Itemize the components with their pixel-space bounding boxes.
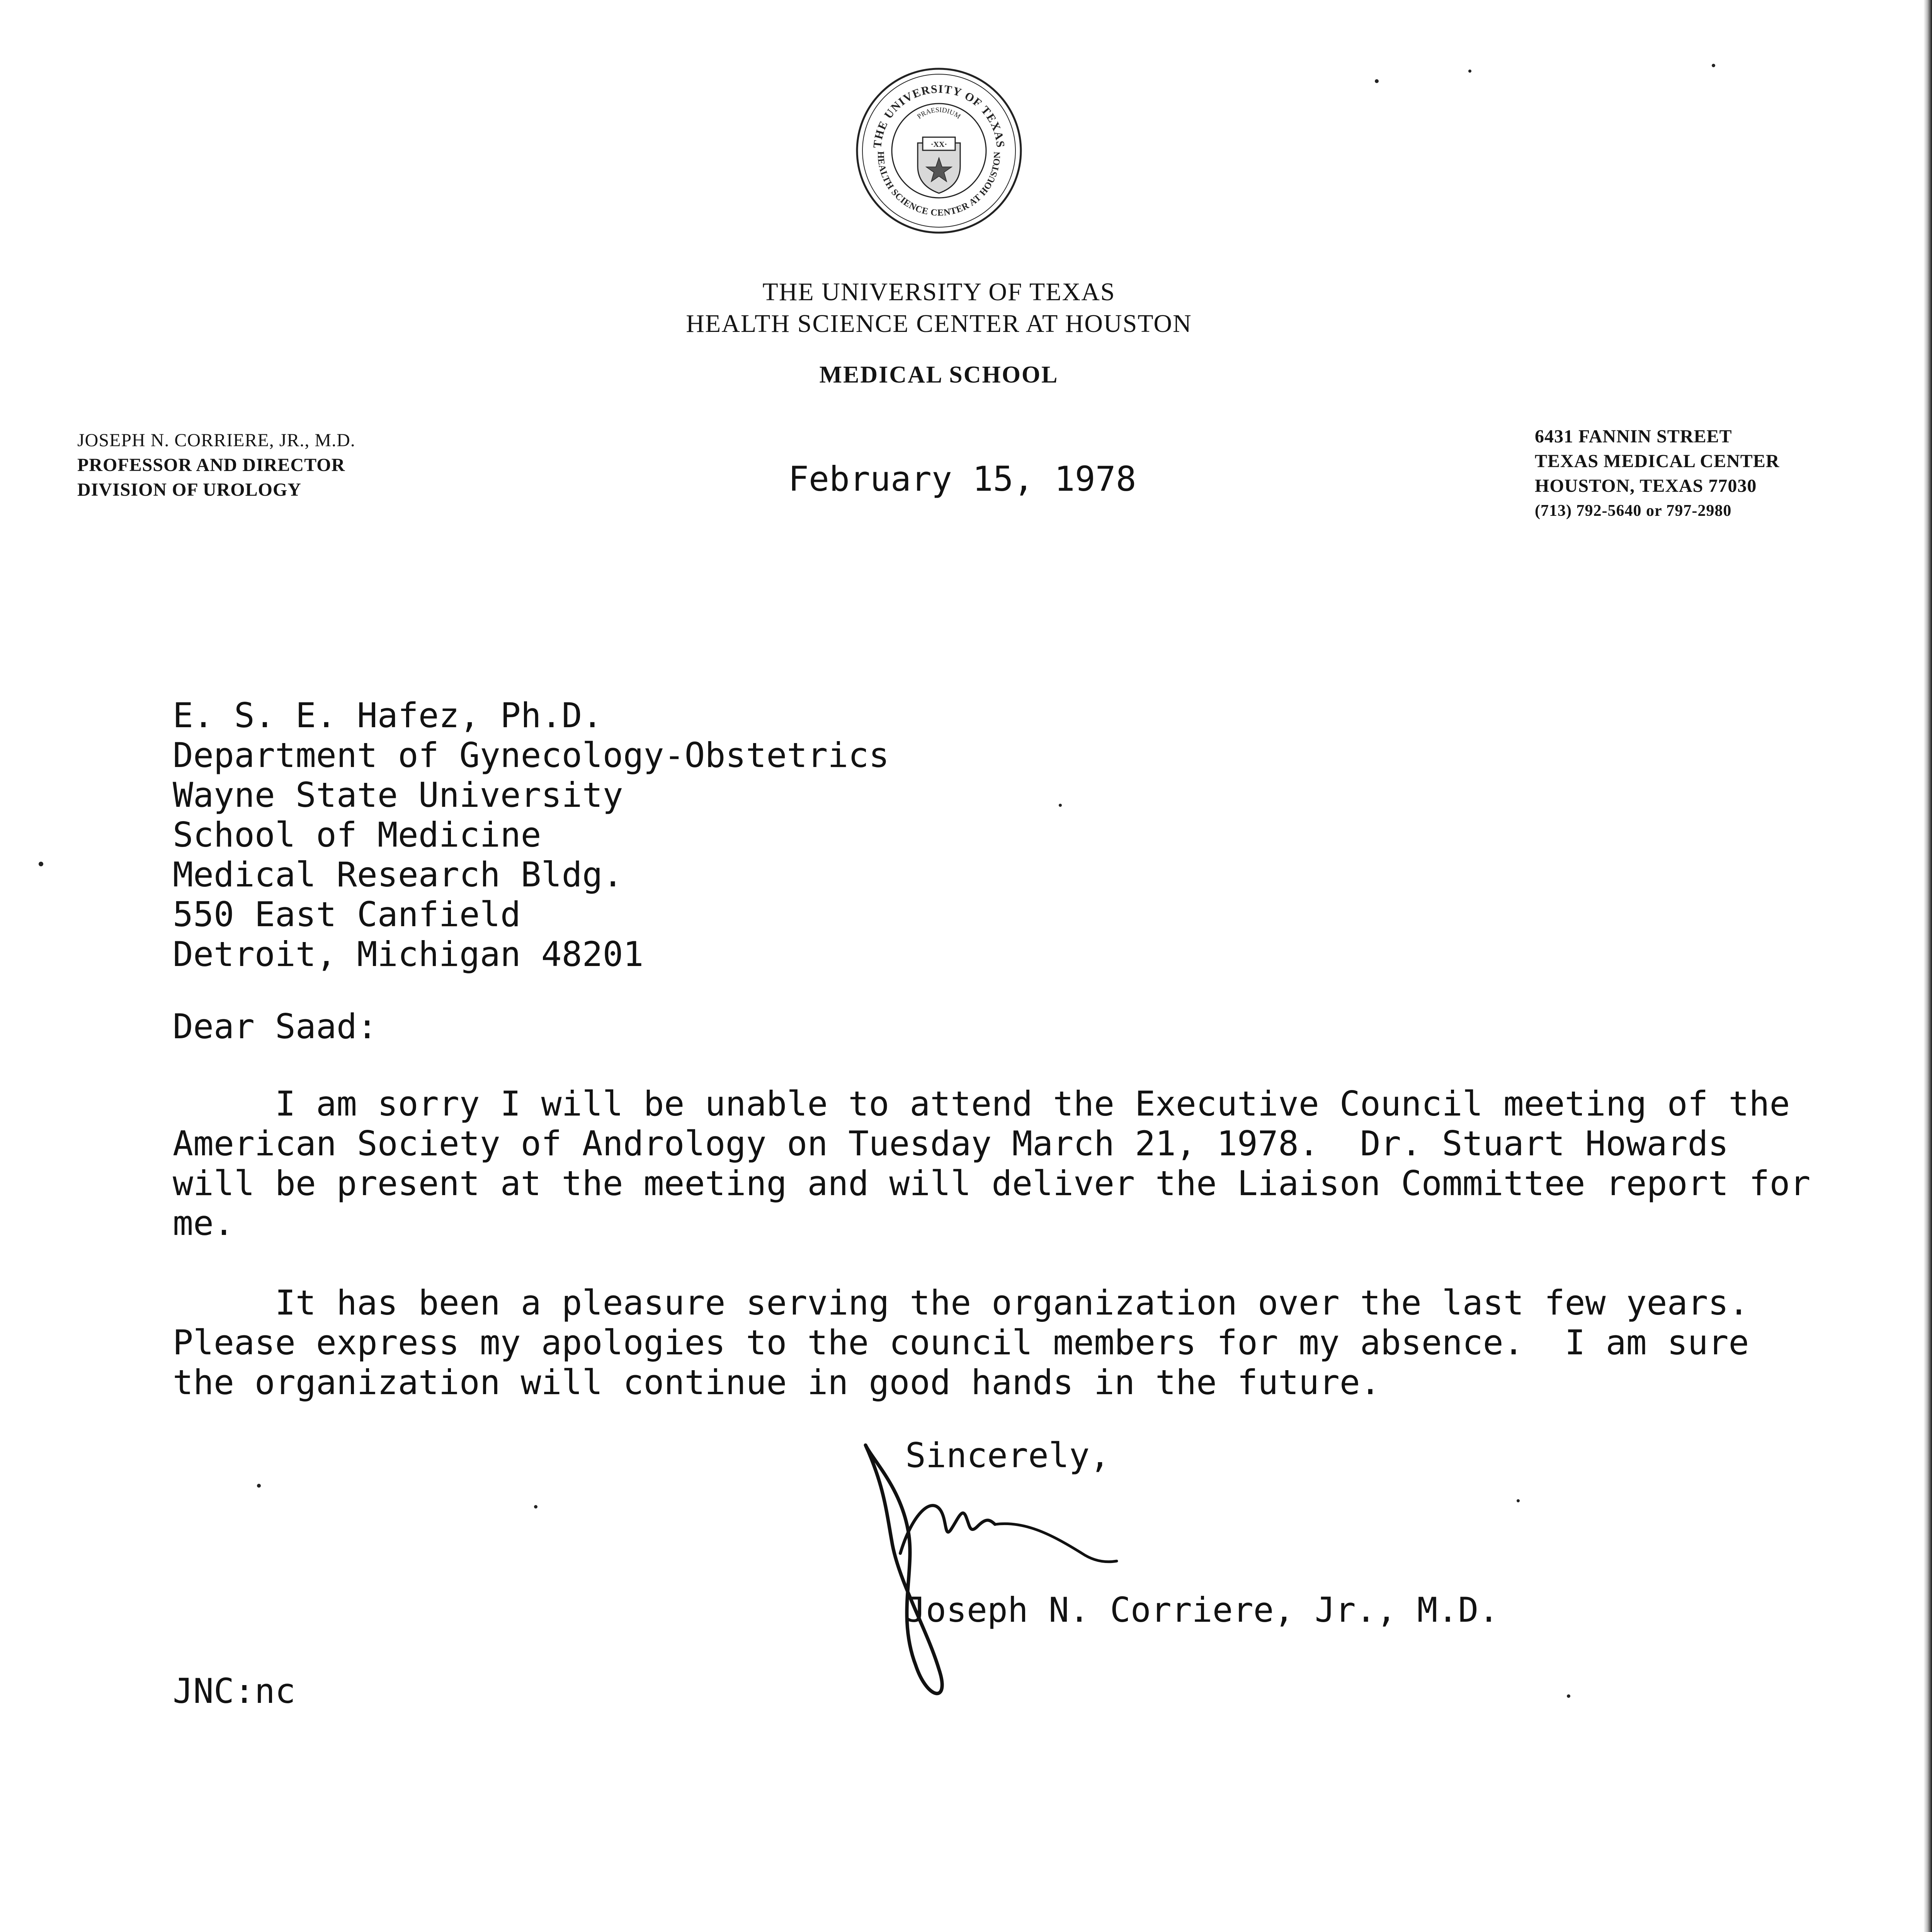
address-block [1535, 424, 1779, 523]
sender-division: DIVISION OF UROLOGY [77, 480, 301, 500]
street-address: 6431 FANNIN STREET [1535, 426, 1732, 447]
body-line: American Society of Andrology on Tuesday March 21, 1978. Dr. Stuart Howards [173, 1124, 1729, 1163]
recipient-line: 550 East Canfield [173, 895, 521, 934]
recipient-line: Medical Research Bldg. [173, 855, 623, 895]
recipient-line: E. S. E. Hafez, Ph.D. [173, 696, 603, 735]
scan-speck [1059, 804, 1062, 807]
reference-initials: JNC:nc [173, 1671, 296, 1711]
sender-name: JOSEPH N. CORRIERE, JR., M.D. [77, 430, 355, 451]
handwritten-signature [850, 1437, 1121, 1739]
phone-numbers: (713) 792-5640 or 797-2980 [1535, 502, 1732, 520]
closing: Sincerely, [905, 1435, 1110, 1475]
scan-speck [534, 1505, 537, 1509]
school-name: MEDICAL SCHOOL [819, 362, 1059, 388]
sender-block [77, 428, 355, 502]
body-line: me. [173, 1203, 234, 1243]
scan-speck [1468, 70, 1471, 73]
recipient-address [173, 696, 889, 974]
seal-inner-text: PRAESIDIUM [915, 105, 962, 121]
scan-speck [1375, 79, 1379, 83]
institution-name-line2: HEALTH SCIENCE CENTER AT HOUSTON [686, 310, 1192, 338]
body-line: I am sorry I will be unable to attend the Executive Council meeting of the [173, 1084, 1790, 1124]
recipient-line: Detroit, Michigan 48201 [173, 934, 644, 974]
institution-name-line1: THE UNIVERSITY OF TEXAS [762, 278, 1116, 306]
scan-speck [1517, 1499, 1520, 1502]
body-paragraph-1 [173, 1084, 1810, 1243]
city-state-zip: HOUSTON, TEXAS 77030 [1535, 476, 1757, 496]
scan-speck [39, 862, 43, 866]
university-seal-icon [854, 66, 1024, 236]
seal-shield-text: ·XX· [930, 140, 947, 149]
signer-name: Joseph N. Corriere, Jr., M.D. [905, 1590, 1499, 1630]
scan-speck [257, 1484, 261, 1488]
seal-ring-top-text: THE UNIVERSITY OF TEXAS [871, 82, 1007, 149]
body-line: Please express my apologies to the council members for my absence. I am sure [173, 1323, 1749, 1362]
body-paragraph-2 [173, 1283, 1749, 1402]
seal-ring-bottom-text: HEALTH SCIENCE CENTER AT HOUSTON [875, 151, 1003, 218]
body-line: It has been a pleasure serving the organization over the last few years. [173, 1283, 1749, 1323]
recipient-line: School of Medicine [173, 815, 541, 855]
svg-text:PRAESIDIUM [916, 106, 962, 120]
sender-title: PROFESSOR AND DIRECTOR [77, 455, 345, 475]
medical-center: TEXAS MEDICAL CENTER [1535, 451, 1780, 471]
body-line: will be present at the meeting and will deliver the Liaison Committee report for [173, 1163, 1811, 1203]
body-line: the organization will continue in good hands in the future. [173, 1362, 1381, 1402]
scan-speck [1712, 64, 1715, 67]
recipient-line: Wayne State University [173, 775, 623, 815]
scan-edge-shadow [1923, 0, 1932, 1932]
salutation: Dear Saad: [173, 1007, 378, 1046]
letter-date: February 15, 1978 [788, 459, 1136, 499]
scan-speck [1567, 1694, 1570, 1698]
recipient-line: Department of Gynecology-Obstetrics [173, 735, 889, 775]
